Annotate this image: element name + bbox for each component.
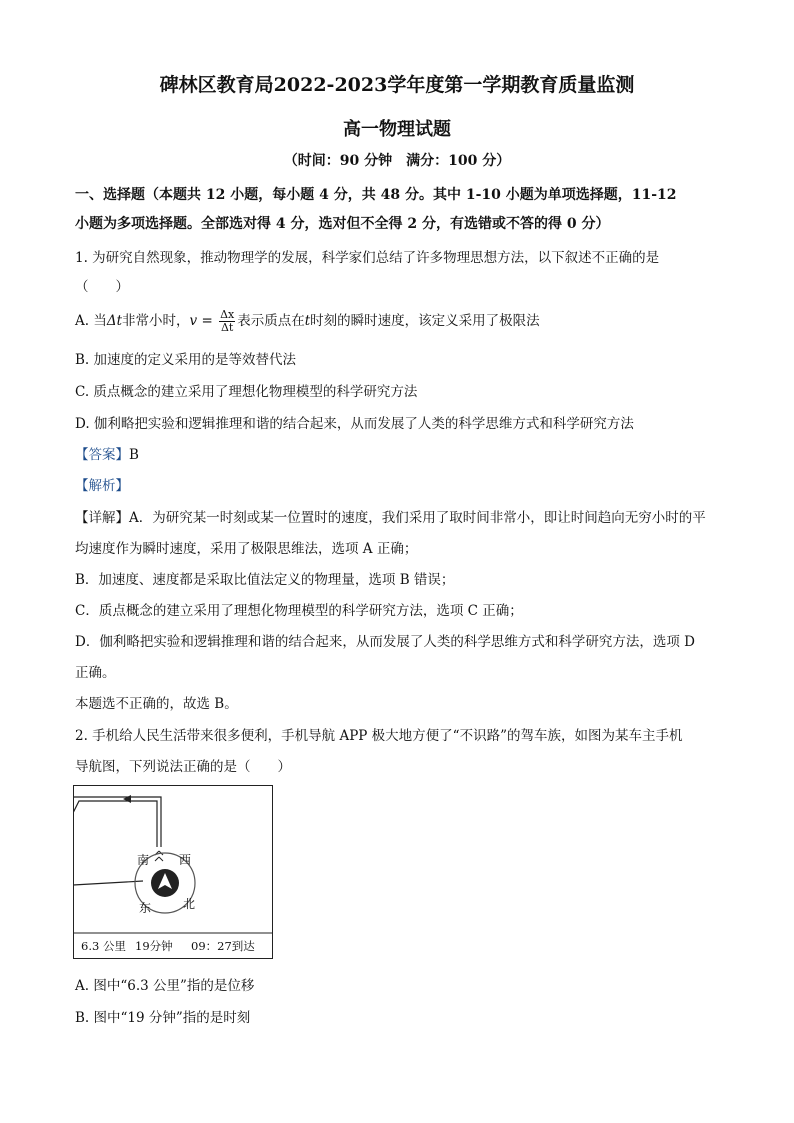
q1-option-a-eq: =	[197, 313, 218, 329]
q1-option-c: C. 质点概念的建立采用了理想化物理模型的科学研究方法	[75, 384, 418, 400]
compass-north: 北	[183, 897, 196, 911]
q1-detail-line2: 均速度作为瞬时速度，采用了极限思维法，选项 A 正确；	[75, 541, 418, 557]
q1-option-b: B. 加速度的定义采用的是等效替代法	[75, 352, 297, 368]
exam-title: 碑林区教育局2022-2023学年度第一学期教育质量监测	[159, 74, 635, 96]
q2-stem-line1: 2. 手机给人民生活带来很多便利，手机导航 APP 极大地方便了“不识路”的驾车族，如图为某车主手机	[75, 728, 683, 744]
q1-detail-line1	[75, 506, 706, 526]
compass-west: 西	[179, 853, 192, 867]
q1-stem-line2: （ ）	[75, 279, 129, 295]
analysis-label: 【解析】	[75, 478, 129, 494]
fraction-denominator: Δt	[220, 321, 234, 334]
exam-subject: 高一物理试题	[343, 119, 451, 140]
fraction-numerator: Δx	[220, 308, 235, 321]
route-duration: 19分钟	[135, 939, 173, 953]
q1-detail-line3: B．加速度、速度都是采取比值法定义的物理量，选项 B 错误；	[75, 572, 455, 588]
detail-text: A．为研究某一时刻或某一位置时的速度，我们采用了取时间非常小，即让时间趋向无穷小时的平	[129, 510, 706, 526]
q1-option-a-mid: 非常小时，	[122, 313, 190, 329]
q1-detail-line6: 正确。	[75, 665, 116, 681]
q1-answer	[75, 443, 139, 463]
q1-option-a	[75, 306, 540, 336]
compass-east: 东	[139, 901, 152, 915]
q2-option-b: B. 图中“19 分钟”指的是时刻	[75, 1010, 251, 1026]
answer-value: B	[129, 447, 139, 463]
q1-option-a-v: v	[189, 313, 198, 329]
q2-option-a: A. 图中“6.3 公里”指的是位移	[75, 978, 255, 994]
section-heading-line2: 小题为多项选择题。全部选对得 4 分，选对但不全得 2 分，有选错或不答的得 0 分）	[75, 216, 610, 232]
q2-stem-line2: 导航图，下列说法正确的是（ ）	[75, 759, 291, 775]
q1-stem-line1: 1. 为研究自然现象，推动物理学的发展，科学家们总结了许多物理思想方法，以下叙述不正确的是	[75, 250, 660, 266]
q1-option-a-suffix1: 表示质点在	[237, 313, 305, 329]
answer-label: 【答案】	[75, 447, 129, 463]
route-arrival: 09：27到达	[191, 939, 255, 953]
detail-label: 【详解】	[75, 510, 129, 526]
section-heading-line1: 一、选择题（本题共 12 小题，每小题 4 分，共 48 分。其中 1-10 小题为单项选择题，11-12	[75, 187, 677, 203]
q1-option-a-fraction	[219, 309, 235, 334]
q1-option-a-dt: Δt	[106, 313, 123, 329]
q1-option-a-prefix: A. 当	[75, 313, 107, 329]
q1-option-a-t: t	[304, 313, 311, 329]
compass-south: 南	[137, 853, 150, 867]
q1-conclusion: 本题选不正确的，故选 B。	[75, 696, 238, 712]
q1-option-d: D. 伽利略把实验和逻辑推理和谐的结合起来，从而发展了人类的科学思维方式和科学研究方法	[75, 416, 634, 432]
q1-option-a-suffix2: 时刻的瞬时速度，该定义采用了极限法	[310, 313, 540, 329]
exam-meta: （时间：90 分钟 满分：100 分）	[283, 153, 511, 169]
navigation-map	[73, 785, 273, 959]
route-distance: 6.3 公里	[81, 939, 126, 953]
q1-detail-line4: C．质点概念的建立采用了理想化物理模型的科学研究方法，选项 C 正确；	[75, 603, 523, 619]
q1-detail-line5: D．伽利略把实验和逻辑推理和谐的结合起来，从而发展了人类的科学思维方式和科学研究方法，选项 D	[75, 634, 695, 650]
navigation-figure	[73, 785, 273, 959]
